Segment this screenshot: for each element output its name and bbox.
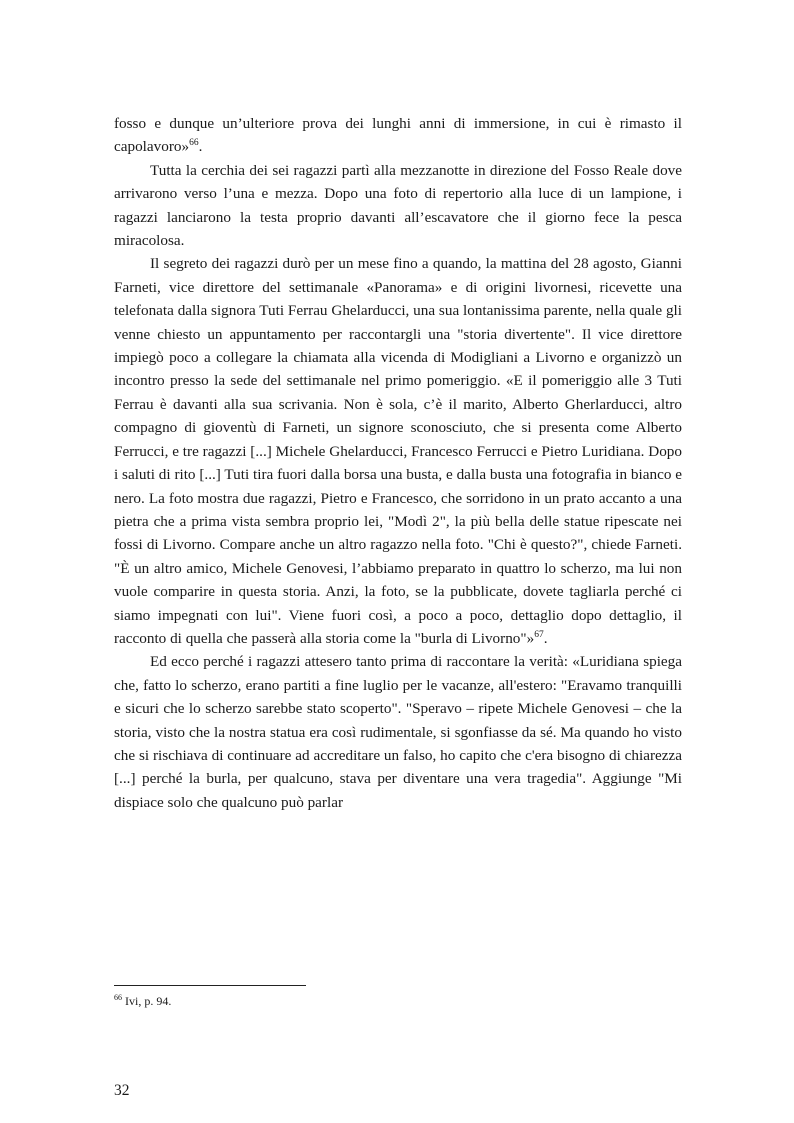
paragraph-1-after-note: . (198, 138, 203, 156)
paragraph-3-text: Il segreto dei ragazzi durò per un mese fino a quando, la mattina del 28 agosto, Gianni Farneti, vice direttore del settimanale «Panorama» e di origini livornesi, ricevette una telefonata dalla signora Tuti Ferrau Ghelarducci, una sua lontanissima parente, nella quale gli venne chiesto un appuntamento per raccontargli una "storia divertente". Il vice direttore impiegò poco a collegare la chiamata alla vicenda di Modigliani a Livorno e organizzò un incontro presso la sede del settimanale nel primo pomeriggio. «E il pomeriggio alle 3 Tuti Ferrau è davanti alla sua scrivania. Non è sola, c’è il marito, Alberto Gherlarducci, altro compagno di gioventù di Farneti, un signore sconosciuto, che si presenta come Alberto Ferrucci, e tre ragazzi [...] Michele Ghelarducci, Francesco Ferrucci e Pietro Luridiana. Dopo i saluti di rito [...] Tuti tira fuori dalla borsa una busta, e dalla busta una fotografia in bianco e nero. La foto mostra due ragazzi, Pietro e Francesco, che sorridono in un prato accanto a una pietra che a prima vista sembra proprio lei, "Modì 2", la più bella delle statue ripescate nei fossi di Livorno. Compare anche un altro ragazzo nella foto. "Chi è questo?", chiede Farneti. "È un altro amico, Michele Genovesi, l’abbiamo preparato in quattro lo scherzo, ma lui non vuole comparire in questa storia. Anzi, la foto, se la pubblicate, dovete tagliarla perché ci siamo impegnati con lui". Viene fuori così, a poco a poco, dettaglio dopo dettaglio, il racconto di quella che passerà alla storia come la "burla di Livorno"» (114, 255, 682, 647)
paragraph-2 (114, 159, 682, 253)
paragraph-3-after-note: . (543, 629, 548, 647)
footnote-text: Ivi, p. 94. (122, 994, 172, 1008)
page-number: 32 (114, 1082, 130, 1099)
footnote (114, 994, 171, 1009)
paragraph-1-text: fosso e dunque un’ulteriore prova dei lunghi anni di immersione, in cui è rimasto il capolavoro» (114, 115, 682, 156)
footnote-ref-67: 67 (534, 629, 544, 640)
paragraph-2-text: Tutta la cerchia dei sei ragazzi partì alla mezzanotte in direzione del Fosso Reale dove arrivarono verso l’una e mezza. Dopo una foto di repertorio alla luce di un lampione, i ragazzi lanciarono la testa proprio davanti all’escavatore che il giorno fece la pesca miracolosa. (114, 161, 682, 250)
paragraph-3 (114, 252, 682, 650)
paragraph-4 (114, 650, 682, 814)
paragraph-1 (114, 112, 682, 159)
footnote-number: 66 (114, 993, 122, 1002)
body-text (114, 112, 682, 814)
paragraph-4-text: Ed ecco perché i ragazzi attesero tanto prima di raccontare la verità: «Luridiana spiega che, fatto lo scherzo, erano partiti a fine luglio per le vacanze, all'estero: "Eravamo tranquilli e sicuri che lo scherzo sarebbe stato scoperto". "Speravo – ripete Michele Genovesi – che la storia, visto che la nostra statua era così rudimentale, si sgonfiasse da sé. Ma quando ho visto che si rischiava di continuare ad accreditare un falso, ho capito che c'era bisogno di chiarezza [...] perché la burla, per qualcuno, stava per diventare una vera tragedia". Aggiunge "Mi dispiace solo che qualcuno può parlar (114, 653, 682, 811)
footnote-separator (114, 985, 306, 986)
footnote-ref-66: 66 (189, 138, 199, 149)
